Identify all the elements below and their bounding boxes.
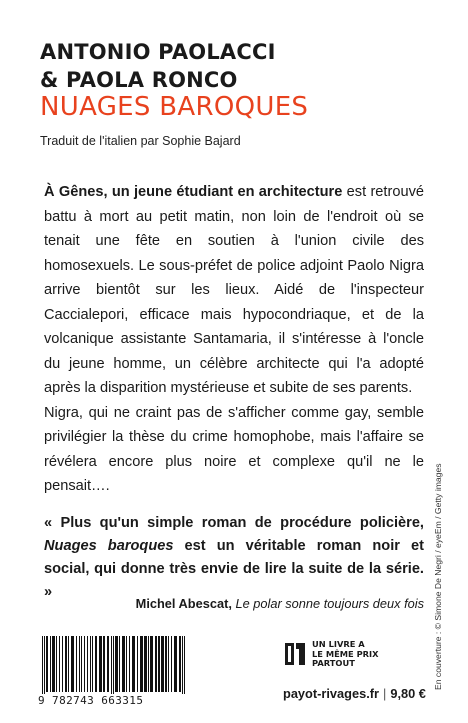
same-price-label [312, 640, 379, 669]
publisher-price-line [283, 686, 426, 701]
quote-source-name: Michel Abescat, [135, 596, 232, 611]
barcode-bar [44, 636, 45, 698]
barcode-bar [184, 636, 185, 698]
barcode-bar [129, 636, 130, 692]
quote-source [136, 596, 424, 611]
barcode-bar [171, 636, 172, 692]
barcode-bar [155, 636, 157, 692]
barcode-bar [182, 636, 183, 698]
barcode-bar [158, 636, 160, 692]
same-price-logo-icon [283, 641, 307, 667]
cover-photo-credit: En couverture : © Simone De Negri / eyeEm / Getty images [433, 463, 443, 690]
summary-paragraph-2: Nigra, qui ne craint pas de s'afficher comme gay, semble privilégier la thèse du crime homophobe, mais l'affaire se révélera encore plus noire et complexe qu'il ne le pensait…. [44, 404, 424, 494]
barcode-digits: 9 782743 663315 [38, 694, 188, 707]
barcode-bar [62, 636, 63, 692]
barcode-bar [179, 636, 181, 692]
author-1: ANTONIO PAOLACCI [40, 40, 276, 64]
barcode-bar [132, 636, 135, 692]
barcode-bar [126, 636, 127, 692]
barcode-bar [50, 636, 51, 692]
barcode-bar [71, 636, 74, 692]
barcode-bar [174, 636, 177, 692]
press-quote [44, 512, 424, 604]
quote-text-after: est un véritable roman noir et social, qui donne très envie de lire la suite de la série. » [44, 538, 424, 600]
summary-paragraph-1-text: est retrouvé battu à mort au petit matin, non loin de l'endroit où se tenait une fête en soutien à l'union civile des homosexuels. Le sous-préfet de police adjoint Paolo Nigra arrive bientôt sur les lieux. Aidé de l'inspecteur Caccialepori, efficace mais hypocondriaque, et de la volcanique assistante Santamaria, il s'intéresse à l'oncle du jeune homme, un célèbre architecte qui l'a adopté après la disparition mystérieuse et subite de ses parents. [44, 184, 424, 396]
barcode-bar [115, 636, 118, 692]
translator-credit: Traduit de l'italien par Sophie Bajard [40, 134, 241, 148]
barcode-bar [52, 636, 55, 692]
barcode-bar [99, 636, 102, 692]
barcode-bar [111, 636, 112, 698]
summary-paragraph-1 [44, 180, 424, 401]
barcode-bar [59, 636, 60, 692]
price-separator: | [383, 686, 387, 701]
barcode-bar [81, 636, 82, 692]
barcode-bar [113, 636, 114, 698]
barcode-bar [84, 636, 85, 692]
authors [40, 38, 276, 94]
barcode-bar [79, 636, 80, 692]
barcode-bar [168, 636, 169, 692]
barcode-bar [161, 636, 164, 692]
barcode-bar [150, 636, 153, 692]
barcode-bar [90, 636, 91, 692]
barcode-bar [56, 636, 57, 692]
quote-source-work: Le polar sonne toujours deux fois [235, 596, 424, 611]
author-2: & PAOLA RONCO [40, 68, 238, 92]
book-title: NUAGES BAROQUES [40, 92, 309, 122]
barcode-bar [103, 636, 105, 692]
barcode-bar [65, 636, 67, 692]
barcode-bar [119, 636, 120, 692]
summary-lead: À Gênes, un jeune étudiant en architecture [44, 184, 343, 200]
barcode-bar [137, 636, 138, 692]
barcode-bar [148, 636, 149, 692]
barcode-bar [92, 636, 93, 692]
barcode-bar [95, 636, 97, 692]
barcode-bar [140, 636, 143, 692]
barcode-bar [144, 636, 147, 692]
back-cover-summary [44, 180, 424, 499]
same-price-line-1: UN LIVRE A [312, 639, 365, 649]
same-price-line-3: PARTOUT [312, 658, 355, 668]
publisher-site: payot-rivages.fr [283, 686, 380, 701]
quote-text-before: « Plus qu'un simple roman de procédure policière, [44, 515, 424, 531]
barcode-bar [42, 636, 43, 698]
same-price-line-2: LE MÊME PRIX [312, 648, 379, 659]
barcode-bars [38, 636, 188, 698]
barcode-bar [87, 636, 88, 692]
barcode-bar [68, 636, 69, 692]
barcode-bar [46, 636, 48, 692]
book-price: 9,80 € [390, 686, 426, 701]
barcode-bar [107, 636, 109, 692]
barcode-bar [76, 636, 77, 692]
barcode-bar [165, 636, 167, 692]
barcode-bar [122, 636, 125, 692]
quote-book-title: Nuages baroques [44, 538, 174, 554]
